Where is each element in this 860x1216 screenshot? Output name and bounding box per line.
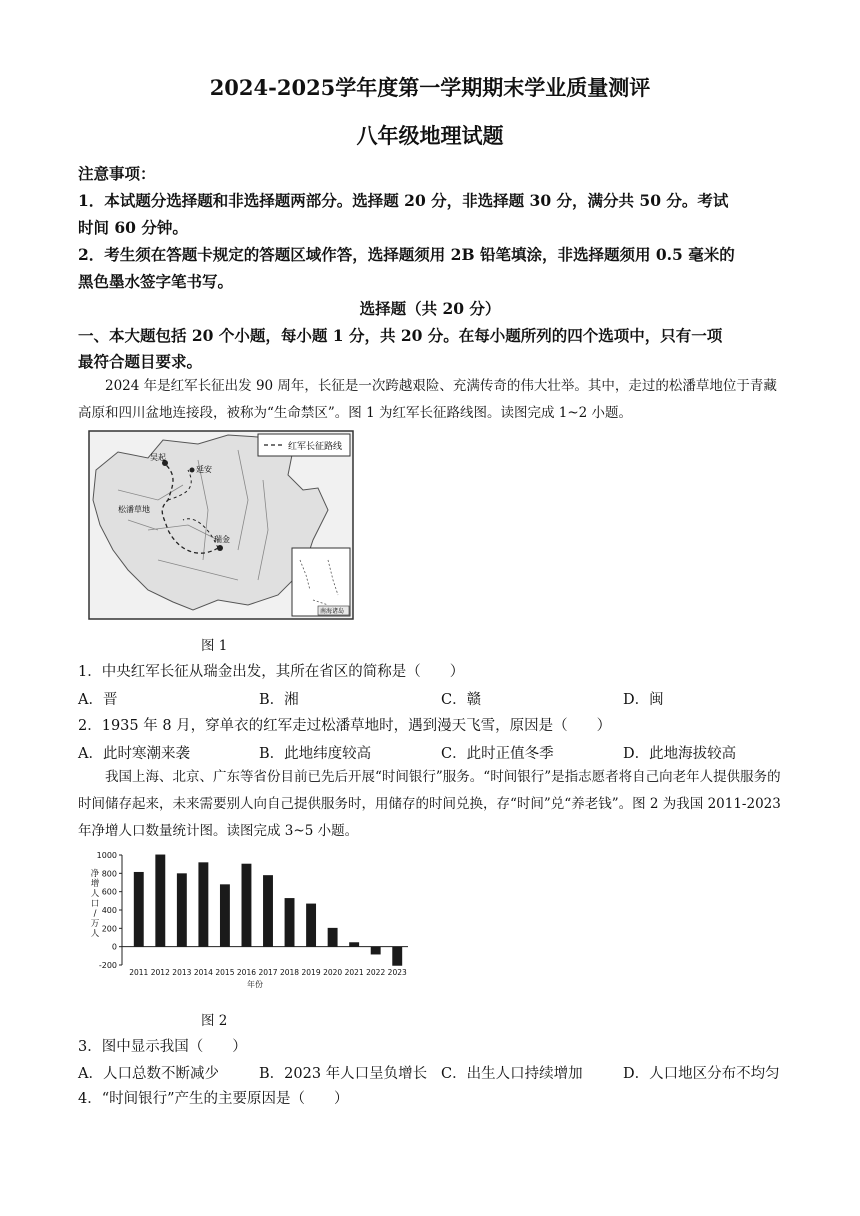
bar-2021 [349, 942, 359, 946]
x-tick-label-2018: 2018 [279, 968, 300, 977]
y-axis-title-char-6: 人 [90, 929, 100, 939]
question-3-stem: 3．图中显示我国（ ） [78, 1039, 247, 1055]
x-tick-label-2014: 2014 [193, 968, 213, 977]
figure-1-caption: 图 1 [201, 638, 228, 654]
x-tick-label-2017: 2017 [258, 968, 278, 977]
y-tick-label-5: 0 [111, 942, 117, 952]
x-tick-label-2021: 2021 [344, 968, 364, 977]
x-tick-label-2022: 2022 [366, 968, 386, 977]
yanan-dot [190, 468, 195, 473]
bar-2016 [242, 864, 252, 947]
question-3-option-d[interactable]: D．人口地区分布不均匀 [623, 1066, 780, 1082]
x-tick-label-2011: 2011 [129, 968, 149, 977]
y-tick-label-6: -200 [98, 961, 117, 970]
question-1-option-a[interactable]: A．晋 [78, 692, 118, 708]
label-inset: 南海诸岛 [320, 608, 345, 615]
passage-1: 2024 年是红军长征出发 90 周年，长征是一次跨越艰险、充满传奇的伟大壮举。其中，走过的松潘草地位于青藏高原和四川盆地连接段，被称为“生命禁区”。图 1 为红军长征路线图。读图完成 1~2 小题。 [78, 378, 777, 421]
y-axis-title-char-4: / [93, 909, 97, 919]
notes-heading: 注意事项： [78, 164, 156, 183]
note-2-line-1: 2．考生须在答题卡规定的答题区域作答，选择题须用 2B 铅笔填涂，非选择题须用 0.5 毫米的 [78, 245, 735, 264]
x-tick-label-2023: 2023 [387, 968, 407, 977]
question-2-stem: 2．1935 年 8 月，穿单衣的红军走过松潘草地时，遇到漫天飞雪，原因是（ ） [78, 718, 612, 734]
long-march-route-map [88, 430, 354, 620]
question-2-option-c[interactable]: C．此时正值冬季 [441, 746, 554, 762]
bar-2015 [220, 884, 230, 946]
question-3-option-a[interactable]: A．人口总数不断减少 [78, 1066, 219, 1082]
exam-title: 2024-2025学年度第一学期期末学业质量测评 [209, 75, 651, 100]
note-1-line-2: 时间 60 分钟。 [78, 218, 188, 237]
y-axis-title-char-0: 净 [90, 869, 100, 879]
x-tick-label-2013: 2013 [172, 968, 192, 977]
bar-2017 [263, 875, 273, 947]
bar-2011 [134, 872, 144, 947]
question-4-stem: 4．“时间银行”产生的主要原因是（ ） [78, 1091, 349, 1107]
x-tick-label-2012: 2012 [150, 968, 170, 977]
note-2-line-2: 黑色墨水签字笔书写。 [78, 272, 234, 291]
section-instructions-line-2: 最符合题目要求。 [78, 352, 203, 371]
question-2-option-b[interactable]: B．此地纬度较高 [259, 746, 372, 762]
question-2-option-d[interactable]: D．此地海拔较高 [623, 746, 737, 762]
figure-2-caption: 图 2 [201, 1013, 228, 1029]
exam-subtitle: 八年级地理试题 [356, 123, 504, 148]
question-1-option-c[interactable]: C．赣 [441, 692, 482, 708]
bar-2014 [198, 862, 208, 946]
y-tick-label-4: 200 [101, 924, 117, 934]
passage-2: 我国上海、北京、广东等省份目前已先后开展“时间银行”服务。“时间银行”是指志愿者将自己向老年人提供服务的时间储存起来，未来需要别人向自己提供服务时，用储存的时间兑换，存“时间”兑“养老钱”。图 2 为我国 2011-2023 年净增人口数量统计图。读图完成 3~5 小题。 [78, 769, 781, 839]
y-tick-label-3: 400 [101, 906, 117, 915]
x-tick-label-2015: 2015 [215, 968, 235, 977]
y-tick-label-1: 800 [101, 869, 117, 879]
question-2-option-a[interactable]: A．此时寒潮来袭 [78, 746, 190, 762]
x-axis-title: 年份 [247, 980, 263, 989]
y-axis-title-char-3: 口 [90, 899, 100, 909]
label-songpan: 松潘草地 [118, 505, 150, 514]
label-ruijin: 瑞金 [214, 535, 230, 544]
note-1-line-1: 1．本试题分选择题和非选择题两部分。选择题 20 分，非选择题 30 分，满分共 50 分。考试 [78, 191, 729, 210]
label-yanan: 延安 [196, 465, 212, 474]
bar-2022 [371, 947, 381, 955]
bar-2020 [328, 928, 338, 947]
bar-2012 [155, 855, 165, 947]
label-wuqi: 吴起 [150, 453, 166, 462]
bar-2018 [285, 898, 295, 947]
question-1-option-d[interactable]: D．闽 [623, 692, 664, 708]
ruijin-dot [217, 545, 223, 551]
y-tick-label-0: 1000 [96, 851, 117, 860]
y-tick-label-2: 600 [101, 887, 117, 897]
section-instructions-line-1: 一、本大题包括 20 个小题，每小题 1 分，共 20 分。在每小题所列的四个选项中，只有一项 [78, 326, 723, 345]
chart-bars [134, 855, 402, 966]
question-3-option-c[interactable]: C．出生人口持续增加 [441, 1066, 583, 1082]
bar-2023 [392, 947, 402, 966]
net-population-growth-chart [86, 846, 416, 996]
section-title: 选择题（共 20 分） [359, 299, 501, 318]
bar-2019 [306, 904, 316, 947]
bar-2013 [177, 873, 187, 946]
x-tick-label-2016: 2016 [236, 968, 257, 977]
x-tick-label-2019: 2019 [301, 968, 321, 977]
legend-label: 红军长征路线 [288, 442, 343, 452]
question-3-option-b[interactable]: B．2023 年人口呈负增长 [259, 1066, 428, 1082]
x-tick-label-2020: 2020 [323, 968, 343, 977]
y-axis-title-char-1: 增 [90, 879, 100, 889]
question-1-option-b[interactable]: B．湘 [259, 692, 299, 708]
y-axis-title-char-2: 人 [90, 889, 100, 899]
question-1-stem: 1．中央红军长征从瑞金出发，其所在省区的简称是（ ） [78, 664, 465, 680]
y-axis-title-char-5: 万 [90, 919, 100, 929]
